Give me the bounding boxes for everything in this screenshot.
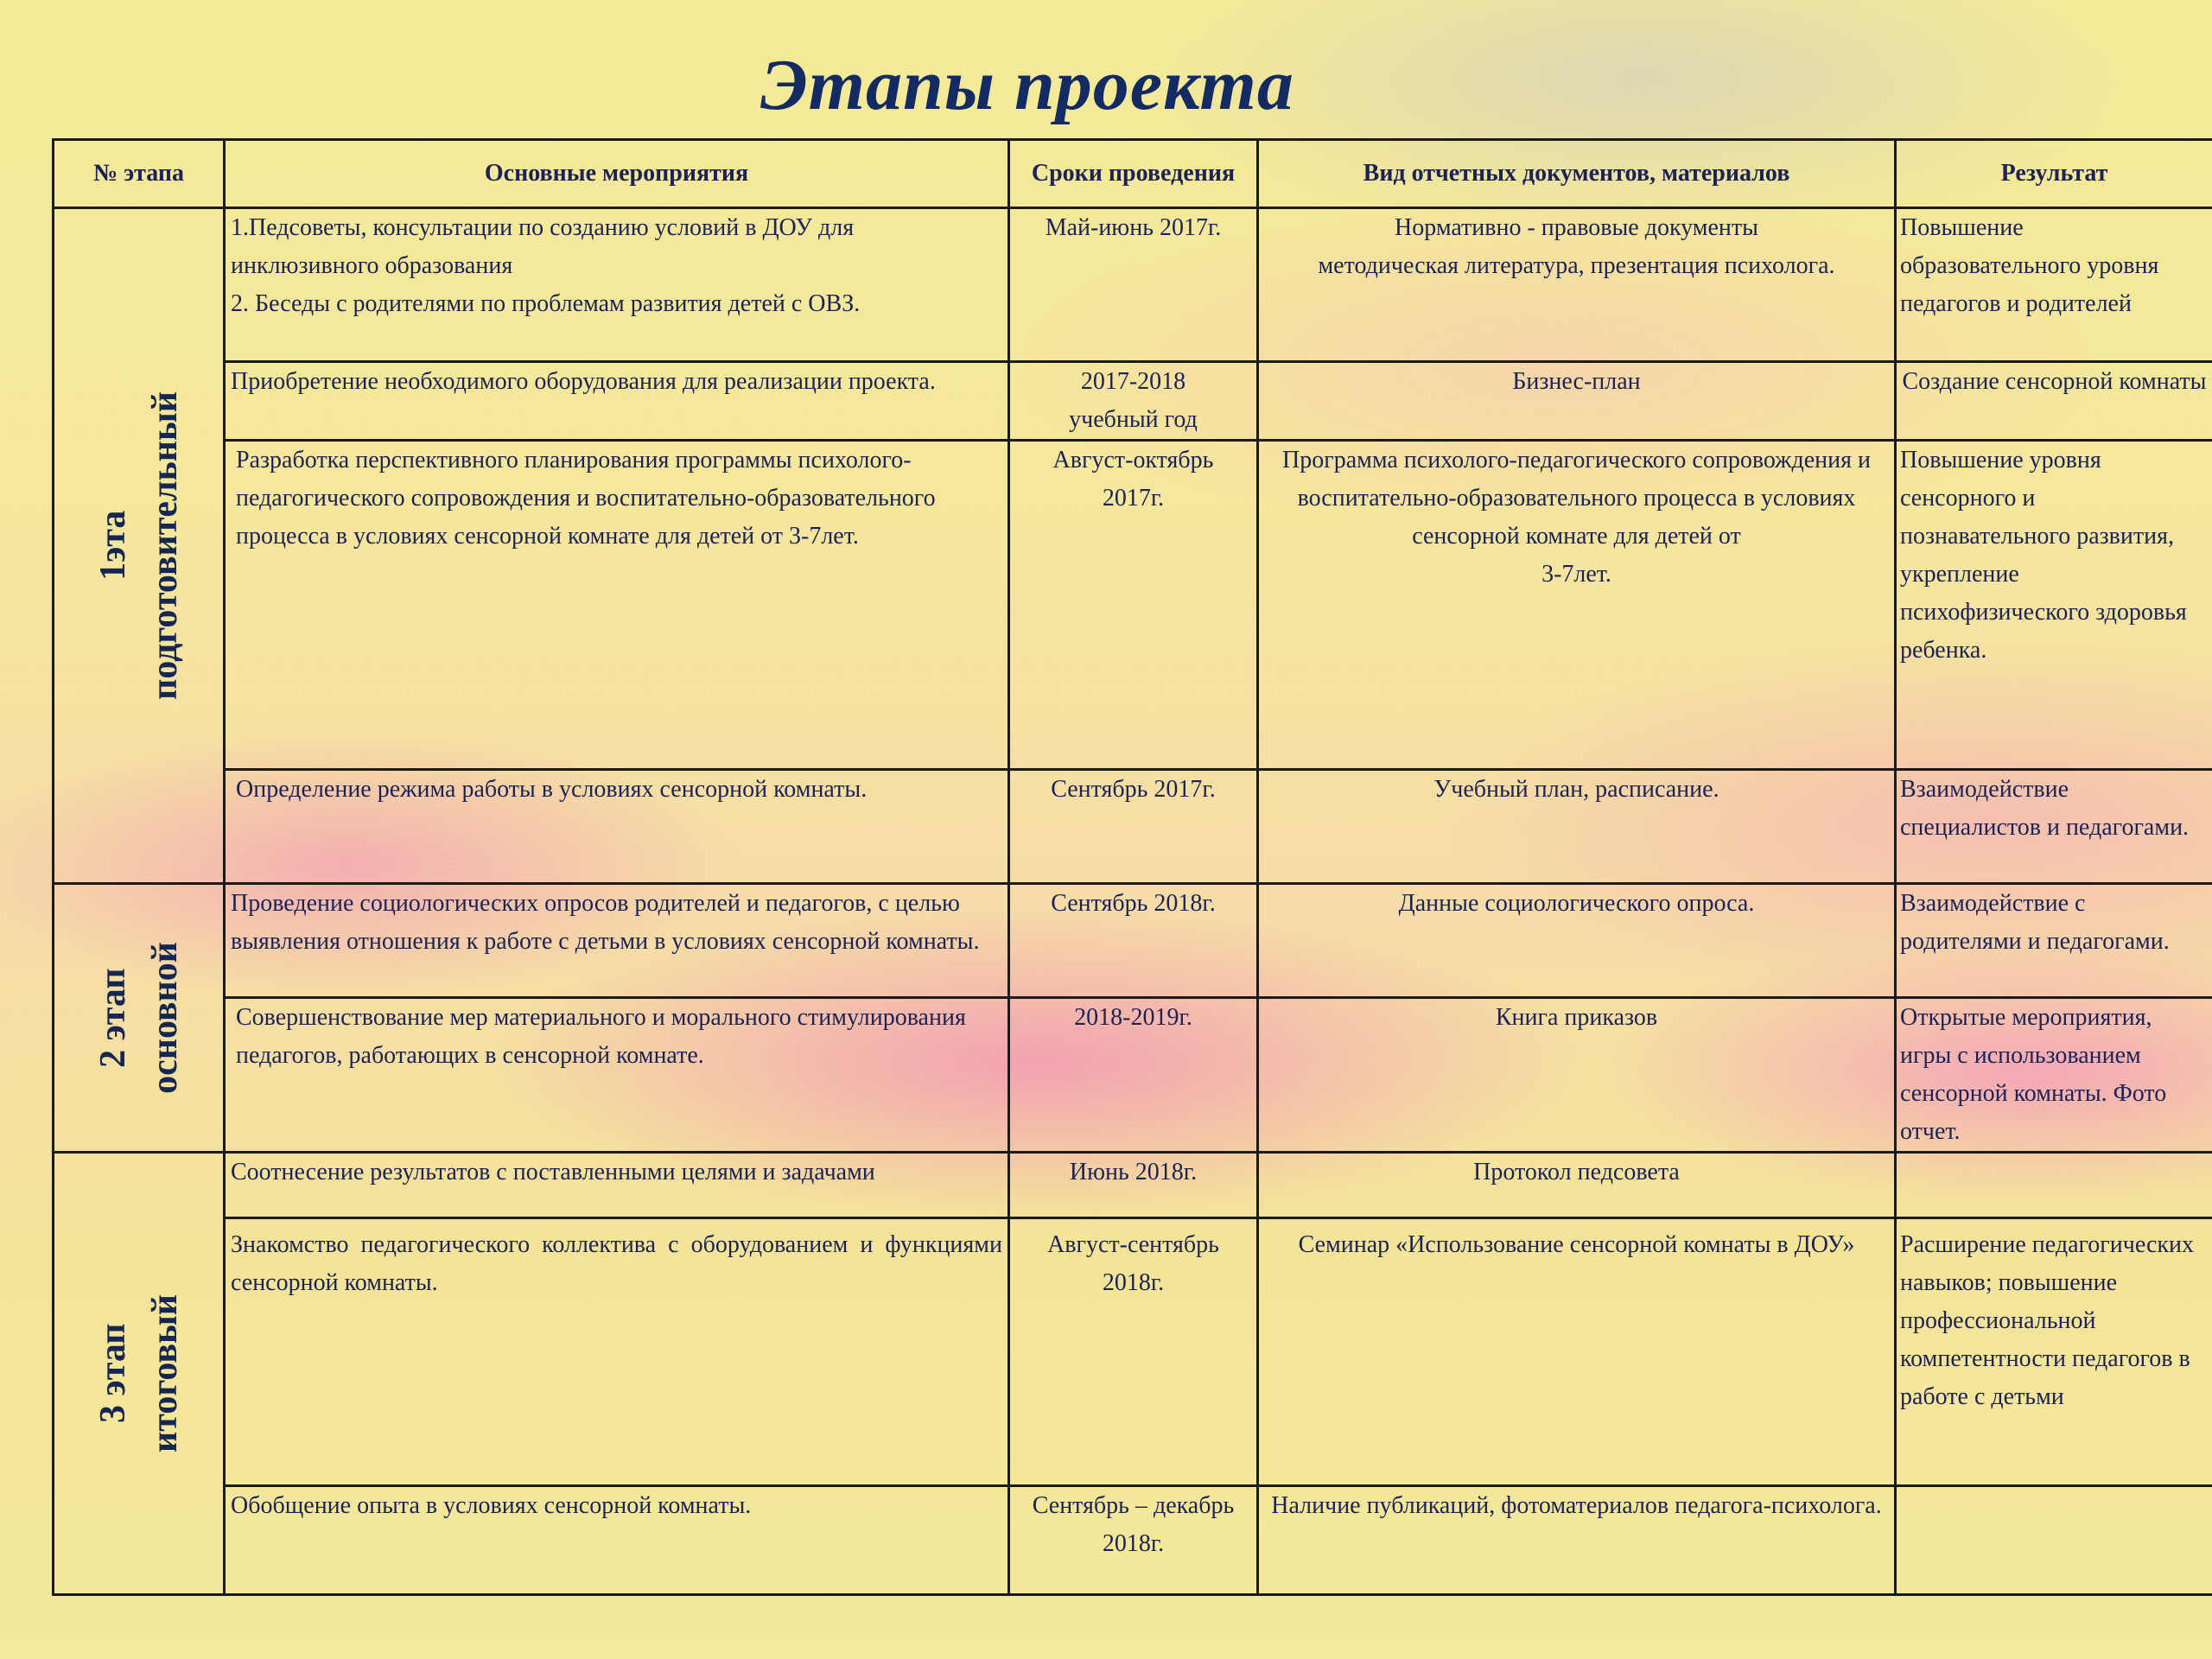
activity-cell: Приобретение необходимого оборудования для реализации проекта. xyxy=(225,362,1009,441)
table-row xyxy=(54,362,2212,441)
dates-cell: Июнь 2018г. xyxy=(1009,1153,1258,1218)
activity-cell: Определение режима работы в условиях сенсорной комнаты. xyxy=(225,770,1009,884)
dates-cell: Август-октябрь 2017г. xyxy=(1009,441,1258,770)
header-stage-number: № этапа xyxy=(54,140,225,208)
result-cell: Создание сенсорной комнаты xyxy=(1896,362,2212,441)
documents-cell: Семинар «Использование сенсорной комнаты в ДОУ» xyxy=(1258,1218,1896,1486)
stage-3-name: итоговый xyxy=(144,1294,185,1452)
activity-cell: 1.Педсоветы, консультации по созданию условий в ДОУ для инклюзивного образования 2. Беседы с родителями по проблемам развития детей с ОВЗ. xyxy=(225,208,1009,362)
table-header-row xyxy=(54,140,2212,208)
stage-3-cell xyxy=(54,1153,225,1595)
result-cell: Повышение образовательного уровня педагогов и родителей xyxy=(1896,208,2212,362)
table-row xyxy=(54,1153,2212,1218)
header-documents: Вид отчетных документов, материалов xyxy=(1258,140,1896,208)
result-cell: Расширение педагогических навыков; повышение профессиональной компетентности педагогов в работе с детьми xyxy=(1896,1218,2212,1486)
activity-cell: Соотнесение результатов с поставленными целями и задачами xyxy=(225,1153,1009,1218)
table-row xyxy=(54,441,2212,770)
stage-2-cell xyxy=(54,884,225,1153)
stage-3-number: 3 этап xyxy=(92,1323,133,1424)
dates-cell: Сентябрь – декабрь 2018г. xyxy=(1009,1486,1258,1595)
page-title: Этапы проекта xyxy=(760,45,1294,125)
documents-cell: Бизнес-план xyxy=(1258,362,1896,441)
result-cell: Взаимодействие с родителями и педагогами. xyxy=(1896,884,2212,998)
table-row xyxy=(54,884,2212,998)
documents-cell: Нормативно - правовые документы методическая литература, презентация психолога. xyxy=(1258,208,1896,362)
activity-cell: Обобщение опыта в условиях сенсорной комнаты. xyxy=(225,1486,1009,1595)
dates-cell: 2017-2018 учебный год xyxy=(1009,362,1258,441)
table-row xyxy=(54,1218,2212,1486)
stage-2-number: 2 этап xyxy=(92,968,133,1068)
result-cell xyxy=(1896,1153,2212,1218)
stage-2-label xyxy=(87,942,191,1094)
stage-1-cell xyxy=(54,208,225,884)
dates-cell: Май-июнь 2017г. xyxy=(1009,208,1258,362)
stage-3-label xyxy=(87,1294,191,1452)
dates-cell: Сентябрь 2018г. xyxy=(1009,884,1258,998)
documents-cell: Протокол педсовета xyxy=(1258,1153,1896,1218)
stage-1-label xyxy=(87,391,191,700)
documents-cell: Данные социологического опроса. xyxy=(1258,884,1896,998)
documents-cell: Книга приказов xyxy=(1258,998,1896,1153)
header-dates: Сроки проведения xyxy=(1009,140,1258,208)
dates-cell: Август-сентябрь 2018г. xyxy=(1009,1218,1258,1486)
stage-1-name: подготовительный xyxy=(144,391,185,700)
documents-cell: Учебный план, расписание. xyxy=(1258,770,1896,884)
dates-cell: Сентябрь 2017г. xyxy=(1009,770,1258,884)
documents-cell: Наличие публикаций, фотоматериалов педагога-психолога. xyxy=(1258,1486,1896,1595)
table-row xyxy=(54,770,2212,884)
activity-cell: Знакомство педагогического коллектива с оборудованием и функциями сенсорной комнаты. xyxy=(225,1218,1009,1486)
table-row xyxy=(54,1486,2212,1595)
activity-cell: Совершенствование мер материального и морального стимулирования педагогов, работающих в сенсорной комнате. xyxy=(225,998,1009,1153)
header-activities: Основные мероприятия xyxy=(225,140,1009,208)
table-row xyxy=(54,998,2212,1153)
result-cell: Взаимодействие специалистов и педагогами. xyxy=(1896,770,2212,884)
stage-1-number: 1эта xyxy=(92,510,133,582)
result-cell xyxy=(1896,1486,2212,1595)
table-row xyxy=(54,208,2212,362)
stage-2-name: основной xyxy=(144,942,185,1094)
activity-cell: Проведение социологических опросов родителей и педагогов, с целью выявления отношения к работе с детьми в условиях сенсорной комнаты. xyxy=(225,884,1009,998)
header-result: Результат xyxy=(1896,140,2212,208)
activity-cell: Разработка перспективного планирования программы психолого-педагогического сопровождения и воспитательно-образовательного процесса в условиях сенсорной комнате для детей от 3-7лет. xyxy=(225,441,1009,770)
dates-cell: 2018-2019г. xyxy=(1009,998,1258,1153)
project-stages-table xyxy=(52,138,2212,1596)
documents-cell: Программа психолого-педагогического сопровождения и воспитательно-образовательного процесса в условиях сенсорной комнате для детей от 3-7лет. xyxy=(1258,441,1896,770)
result-cell: Повышение уровня сенсорного и познавательного развития, укрепление психофизического здоровья ребенка. xyxy=(1896,441,2212,770)
result-cell: Открытые мероприятия, игры с использованием сенсорной комнаты. Фото отчет. xyxy=(1896,998,2212,1153)
